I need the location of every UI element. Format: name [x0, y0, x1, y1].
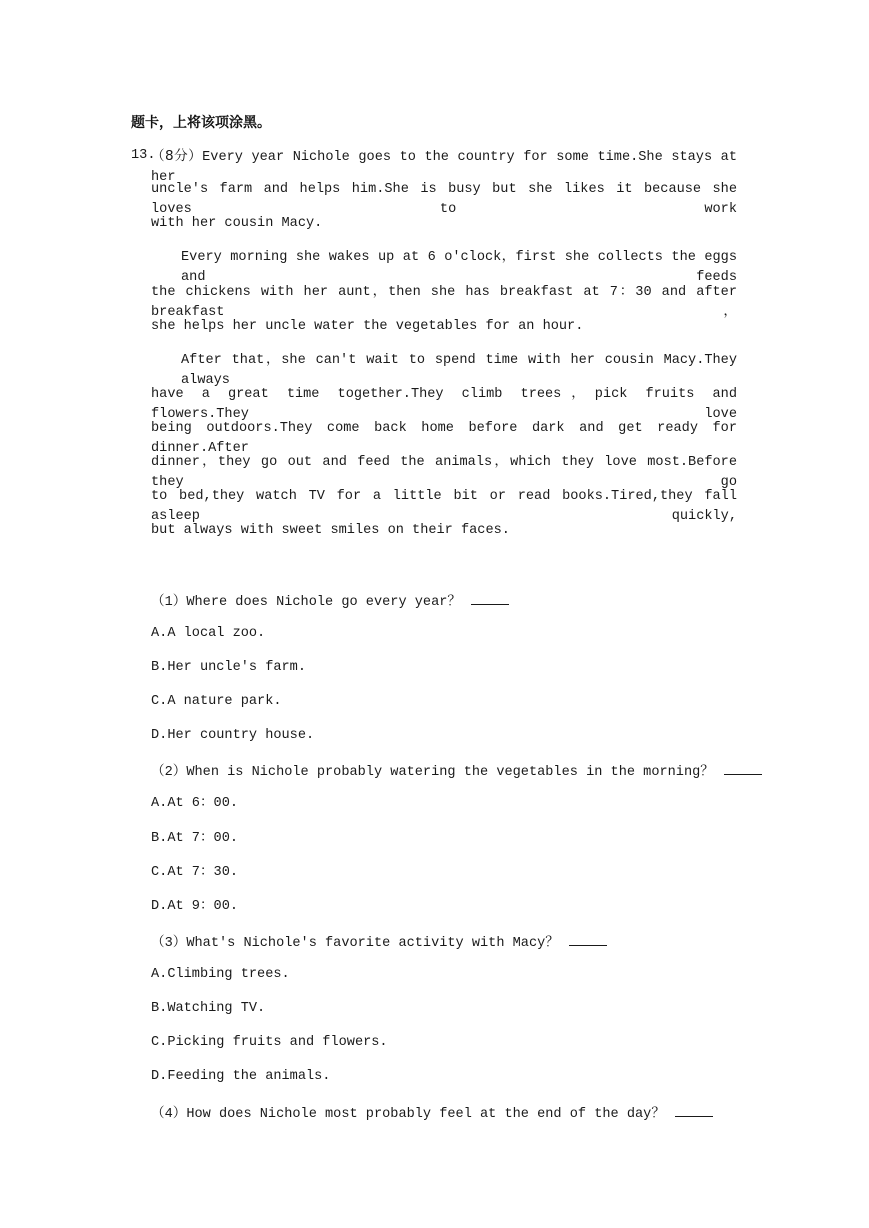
answer-blank-3[interactable] — [569, 931, 607, 946]
passage-line-9: being outdoors.They come back home before dark and get ready for dinner.After — [151, 421, 737, 456]
question-points: （8分） — [151, 148, 203, 164]
answer-blank-2[interactable] — [724, 760, 762, 775]
passage-line-3: with her cousin Macy. — [151, 216, 323, 231]
option-1c: C.A nature park. — [151, 694, 282, 709]
sub-question-1 — [151, 590, 509, 613]
option-1d: D.Her country house. — [151, 728, 315, 743]
sub-question-2-prompt: （2）When is Nichole probably watering the vegetables in the morning？ — [151, 765, 714, 780]
answer-blank-4[interactable] — [675, 1102, 713, 1117]
option-3a: A.Climbing trees. — [151, 967, 290, 982]
carryover-instruction: 题卡，上将该项涂黑。 — [131, 115, 271, 131]
passage-line-10: dinner，they go out and feed the animals，which they love most.Before they go — [151, 455, 737, 490]
question-number-label: 13. — [131, 148, 156, 163]
passage-line-7: After that，she can't wait to spend time with her cousin Macy.They always — [181, 353, 737, 388]
passage-line-11: to bed,they watch TV for a little bit or read books.Tired,they fall asleep quickly, — [151, 489, 737, 524]
answer-blank-1[interactable] — [471, 590, 509, 605]
option-2b: B.At 7：00. — [151, 831, 239, 846]
passage-line-12: but always with sweet smiles on their faces. — [151, 523, 510, 538]
sub-question-3 — [151, 931, 607, 954]
sub-question-2 — [151, 760, 762, 783]
option-1b: B.Her uncle's farm. — [151, 660, 306, 675]
option-2c: C.At 7：30. — [151, 865, 239, 880]
sub-question-3-prompt: （3）What's Nichole's favorite activity with Macy？ — [151, 936, 559, 951]
passage-line-8: have a great time together.They climb trees，pick fruits and flowers.They love — [151, 387, 737, 422]
option-3b: B.Watching TV. — [151, 1001, 266, 1016]
passage-line-6: she helps her uncle water the vegetables for an hour. — [151, 319, 584, 334]
option-3c: C.Picking fruits and flowers. — [151, 1035, 388, 1050]
sub-question-1-prompt: （1）Where does Nichole go every year？ — [151, 595, 461, 610]
option-3d: D.Feeding the animals. — [151, 1069, 331, 1084]
option-2a: A.At 6：00. — [151, 796, 239, 811]
option-1a: A.A local zoo. — [151, 626, 266, 641]
sub-question-4 — [151, 1102, 713, 1125]
passage-line-2: uncle's farm and helps him.She is busy but she likes it because she loves to work — [151, 182, 737, 217]
passage-line-5: the chickens with her aunt，then she has breakfast at 7：30 and after breakfast， — [151, 285, 737, 320]
passage-line-4: Every morning she wakes up at 6 o'clock，first she collects the eggs and feeds — [181, 250, 737, 285]
sub-question-4-prompt: （4）How does Nichole most probably feel at the end of the day？ — [151, 1107, 665, 1122]
option-2d: D.At 9：00. — [151, 899, 239, 914]
passage-text-1: Every year Nichole goes to the country for some time.She stays at her — [151, 150, 737, 185]
